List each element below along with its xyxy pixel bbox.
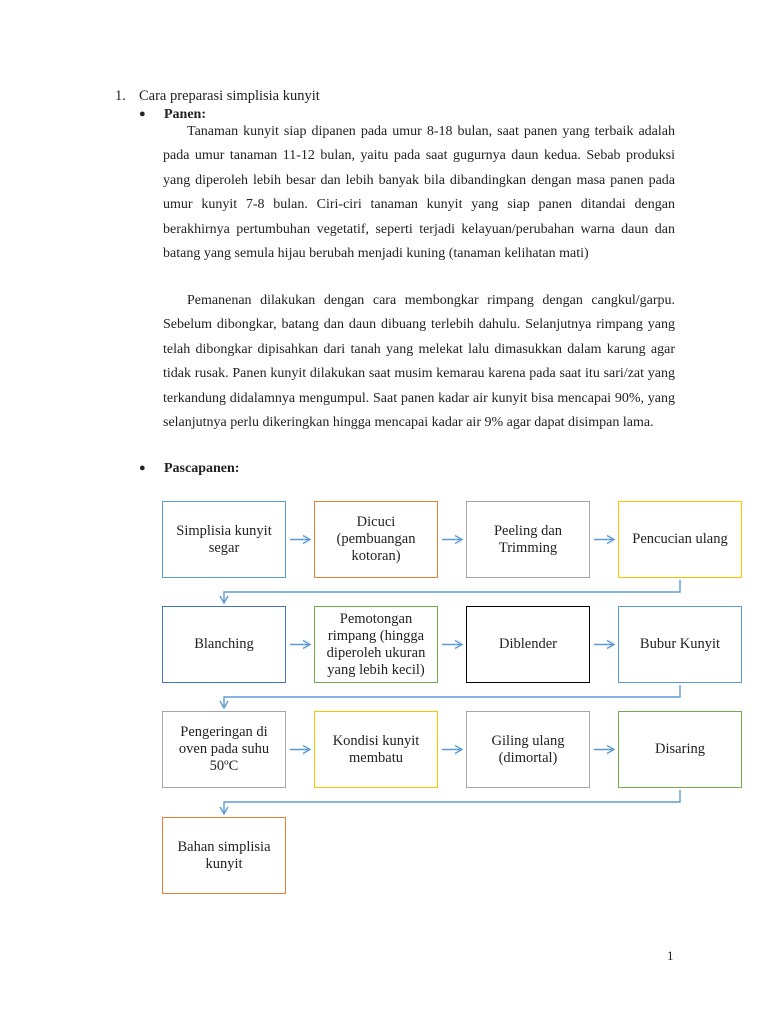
flow-step-11: Giling ulang (dimortal) [466,711,590,788]
flow-step-2: Dicuci (pembuangan kotoran) [314,501,438,578]
panen-paragraph-1: Tanaman kunyit siap dipanen pada umur 8-18 bulan, saat panen yang terbaik adalah pada umur tanaman 11-12 bulan, yaitu pada saat gugurnya daun kedua. Sebab produksi yang diperoleh lebih besar dan lebih banyak bila dibandingkan dengan masa panen pada umur kunyit 7-8 bulan. Ciri-ciri tanaman kunyit yang siap panen ditandai dengan berakhirnya pertumbuhan vegetatif, seperti terjadi kelayuan/perubahan warna daun dan batang yang semula hijau berubah menjadi kuning (tanaman kelihatan mati) [163,124,675,262]
flow-step-9: Pengeringan di oven pada suhu 50ºC [162,711,286,788]
flow-step-3: Peeling dan Trimming [466,501,590,578]
flow-step-4: Pencucian ulang [618,501,742,578]
flow-step-6: Pemotongan rimpang (hingga diperoleh ukuran yang lebih kecil) [314,606,438,683]
pascapanen-label: Pascapanen: [164,461,240,476]
flow-step-10: Kondisi kunyit membatu [314,711,438,788]
section-title: Cara preparasi simplisia kunyit [139,88,320,104]
panen-label: Panen: [164,107,206,122]
flow-step-5: Blanching [162,606,286,683]
flow-step-7: Diblender [466,606,590,683]
bullet-icon: ● [139,108,146,120]
bullet-icon: ● [139,462,146,474]
section-number: 1. [115,88,126,104]
flow-step-1: Simplisia kunyit segar [162,501,286,578]
bullet-pascapanen [139,461,239,477]
section-heading [115,88,320,105]
arrow-wrap-row-3 [224,790,680,814]
page-number: 1 [667,948,674,963]
arrow-wrap-row-1 [224,580,680,603]
flow-step-8: Bubur Kunyit [618,606,742,683]
panen-paragraph-2: Pemanenan dilakukan dengan cara membongkar rimpang dengan cangkul/garpu. Sebelum dibongkar, batang dan daun dibuang terlebih dahulu. Selanjutnya rimpang yang telah dibongkar dipisahkan dari tanah yang melekat lalu dimasukkan dalam karung agar tidak rusak. Panen kunyit dilakukan saat musim kemarau karena pada saat itu sari/zat yang terkandung didalamnya mengumpul. Saat panen kadar air kunyit bisa mencapai 90%, yang selanjutnya perlu dikeringkan hingga mencapai kadar air 9% agar dapat disimpan lama. [163,293,675,431]
arrow-wrap-row-2 [224,685,680,708]
flow-step-13: Bahan simplisia kunyit [162,817,286,894]
flow-step-12: Disaring [618,711,742,788]
